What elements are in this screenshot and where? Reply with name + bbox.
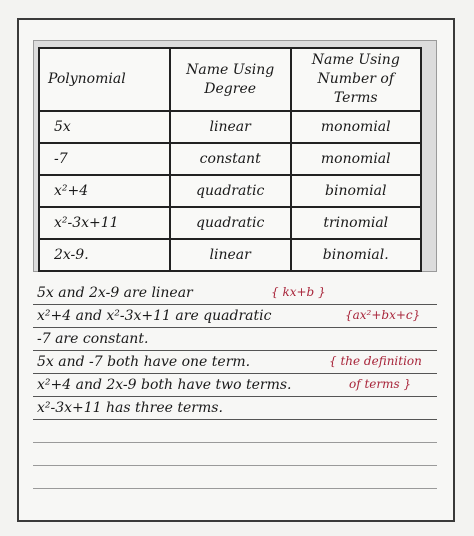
cell-polynomial: 5x bbox=[39, 111, 170, 143]
header-polynomial: Polynomial bbox=[39, 48, 170, 111]
note-text: -7 are constant. bbox=[37, 331, 149, 347]
header-name-using-degree: Name Using Degree bbox=[170, 48, 291, 111]
note-annotation: {ax²+bx+c} bbox=[345, 308, 421, 322]
note-annotation: of terms } bbox=[349, 377, 412, 391]
cell-polynomial: x²+4 bbox=[39, 175, 170, 207]
note-text: 5x and 2x-9 are linear bbox=[37, 285, 193, 301]
note-line bbox=[33, 305, 437, 328]
header-name-using-terms: Name Using Number of Terms bbox=[291, 48, 421, 111]
table-header-row bbox=[39, 48, 421, 111]
cell-terms-name: binomial. bbox=[291, 239, 421, 271]
worksheet bbox=[17, 18, 455, 522]
note-text: x²+4 and x²-3x+11 are quadratic bbox=[37, 308, 272, 324]
blank-line bbox=[33, 443, 437, 466]
note-line bbox=[33, 374, 437, 397]
table-row bbox=[39, 111, 421, 143]
cell-terms-name: monomial bbox=[291, 111, 421, 143]
cell-terms-name: binomial bbox=[291, 175, 421, 207]
cell-polynomial: 2x-9. bbox=[39, 239, 170, 271]
cell-polynomial: -7 bbox=[39, 143, 170, 175]
note-annotation: { the definition bbox=[329, 354, 422, 368]
note-text: x²-3x+11 has three terms. bbox=[37, 400, 223, 416]
cell-terms-name: trinomial bbox=[291, 207, 421, 239]
cell-polynomial: x²-3x+11 bbox=[39, 207, 170, 239]
note-line bbox=[33, 282, 437, 305]
note-line bbox=[33, 351, 437, 374]
cell-degree-name: linear bbox=[170, 111, 291, 143]
table-row bbox=[39, 239, 421, 271]
table-row bbox=[39, 207, 421, 239]
cell-terms-name: monomial bbox=[291, 143, 421, 175]
cell-degree-name: quadratic bbox=[170, 175, 291, 207]
note-line bbox=[33, 397, 437, 420]
note-annotation: { kx+b } bbox=[271, 285, 326, 299]
polynomial-table bbox=[38, 47, 422, 272]
cell-degree-name: quadratic bbox=[170, 207, 291, 239]
note-text: 5x and -7 both have one term. bbox=[37, 354, 251, 370]
table-row bbox=[39, 143, 421, 175]
cell-degree-name: linear bbox=[170, 239, 291, 271]
cell-degree-name: constant bbox=[170, 143, 291, 175]
table-panel bbox=[33, 40, 437, 272]
handwritten-notes bbox=[33, 282, 437, 489]
note-text: x²+4 and 2x-9 both have two terms. bbox=[37, 377, 292, 393]
note-line bbox=[33, 328, 437, 351]
table-row bbox=[39, 175, 421, 207]
blank-line bbox=[33, 420, 437, 443]
blank-line bbox=[33, 466, 437, 489]
